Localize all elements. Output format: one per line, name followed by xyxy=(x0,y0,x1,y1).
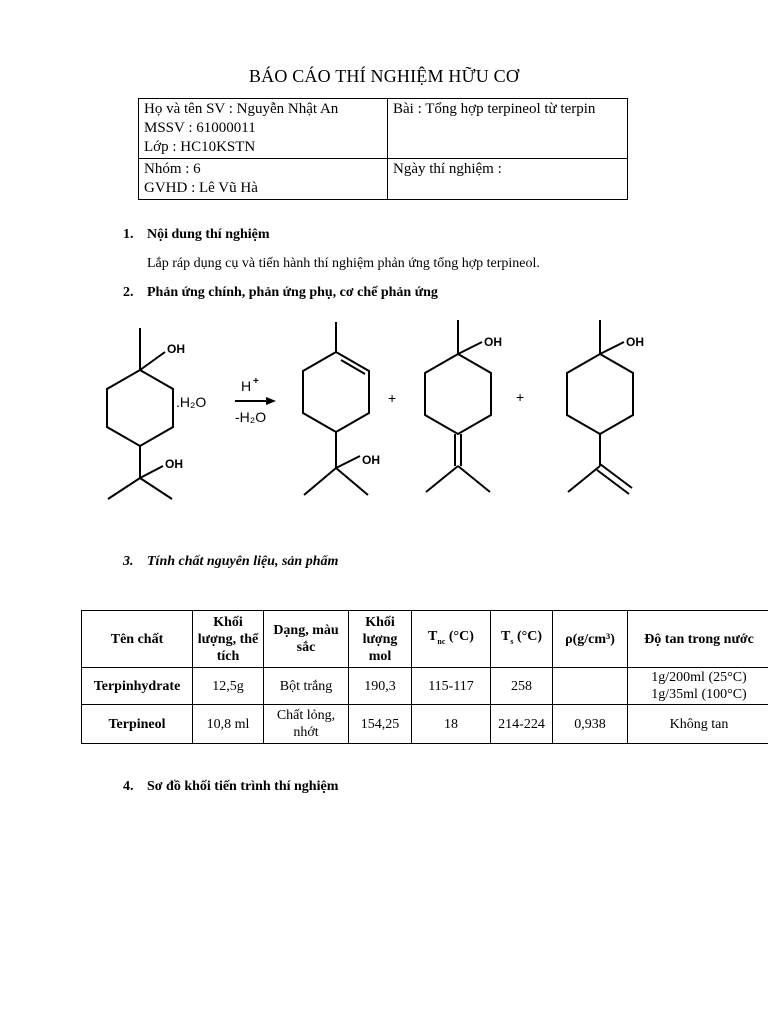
section-2-heading: 2. Phản ứng chính, phản ứng phụ, cơ chế phản ứng xyxy=(123,285,438,300)
date-cell xyxy=(388,159,628,200)
experiment-topic: Bài : Tổng hợp terpineol từ terpin xyxy=(393,101,596,117)
plus-sign: + xyxy=(516,389,525,405)
student-info-table xyxy=(138,98,628,200)
page-title: BÁO CÁO THÍ NGHIỆM HỮU CƠ xyxy=(248,66,520,86)
student-class: Lớp : HC10KSTN xyxy=(144,139,256,155)
gamma-terpineol-structure xyxy=(425,320,491,492)
header-mass: Khối lượng, thể tích xyxy=(193,611,264,668)
table-row: Terpinhydrate 12,5g Bột trắng 190,3 115-117 258 1g/200ml (25°C) 1g/35ml (100°C) xyxy=(82,668,768,705)
beta-terpineol-structure xyxy=(567,320,633,494)
header-solubility: Độ tan trong nước xyxy=(628,611,768,668)
header-melting-point: $T_{nc}$ (°C) xyxy=(412,611,491,668)
advisor-name: GVHD : Lê Vũ Hà xyxy=(144,180,258,196)
catalyst-charge: + xyxy=(253,376,259,387)
oh-label: OH xyxy=(165,457,183,471)
oh-label: OH xyxy=(167,342,185,356)
table-header-row xyxy=(82,611,768,668)
section-4-title: Sơ đồ khối tiến trình thí nghiệm xyxy=(147,779,339,794)
catalyst-label: H xyxy=(241,378,252,394)
student-name: Họ và tên SV : Nguyễn Nhật An xyxy=(144,101,339,117)
oh-label: OH xyxy=(362,453,380,467)
student-info-cell xyxy=(139,99,388,159)
reaction-scheme xyxy=(0,300,768,515)
group-cell xyxy=(139,159,388,200)
experiment-date: Ngày thí nghiệm : xyxy=(393,161,502,177)
section-3-title: Tính chất nguyên liệu, sản phẩm xyxy=(147,554,339,569)
header-molar-mass: Khối lượng mol xyxy=(349,611,412,668)
header-boiling-point: $T_s$ (°C) xyxy=(491,611,553,668)
properties-table xyxy=(81,610,768,744)
header-density: ρ(g/cm³) xyxy=(553,611,628,668)
hydrate-label: .H₂O xyxy=(176,394,207,410)
alpha-terpineol-structure xyxy=(303,322,369,495)
plus-sign: + xyxy=(388,390,397,406)
group-number: Nhóm : 6 xyxy=(144,161,201,177)
section-4-heading: 4. Sơ đồ khối tiến trình thí nghiệm xyxy=(123,779,339,794)
oh-label: OH xyxy=(484,335,502,349)
terpin-hydrate-structure xyxy=(107,328,173,499)
section-2-title: Phản ứng chính, phản ứng phụ, cơ chế phản ứng xyxy=(147,285,438,300)
table-row: Terpineol 10,8 ml Chất lỏng, nhớt 154,25 18 214-224 0,938 Không tan xyxy=(82,705,768,744)
topic-cell xyxy=(388,99,628,159)
water-elimination-label: -H₂O xyxy=(235,409,267,425)
section-1-text: Lắp ráp dụng cụ và tiến hành thí nghiệm phản ứng tổng hợp terpineol. xyxy=(147,256,540,271)
section-1-title: Nội dung thí nghiệm xyxy=(147,227,270,242)
oh-label: OH xyxy=(626,335,644,349)
section-3-heading: 3. Tính chất nguyên liệu, sản phẩm xyxy=(123,554,339,569)
student-id: MSSV : 61000011 xyxy=(144,120,256,136)
header-form: Dạng, màu sắc xyxy=(264,611,349,668)
section-1-heading: 1. Nội dung thí nghiệm xyxy=(123,227,270,242)
header-name: Tên chất xyxy=(82,611,193,668)
